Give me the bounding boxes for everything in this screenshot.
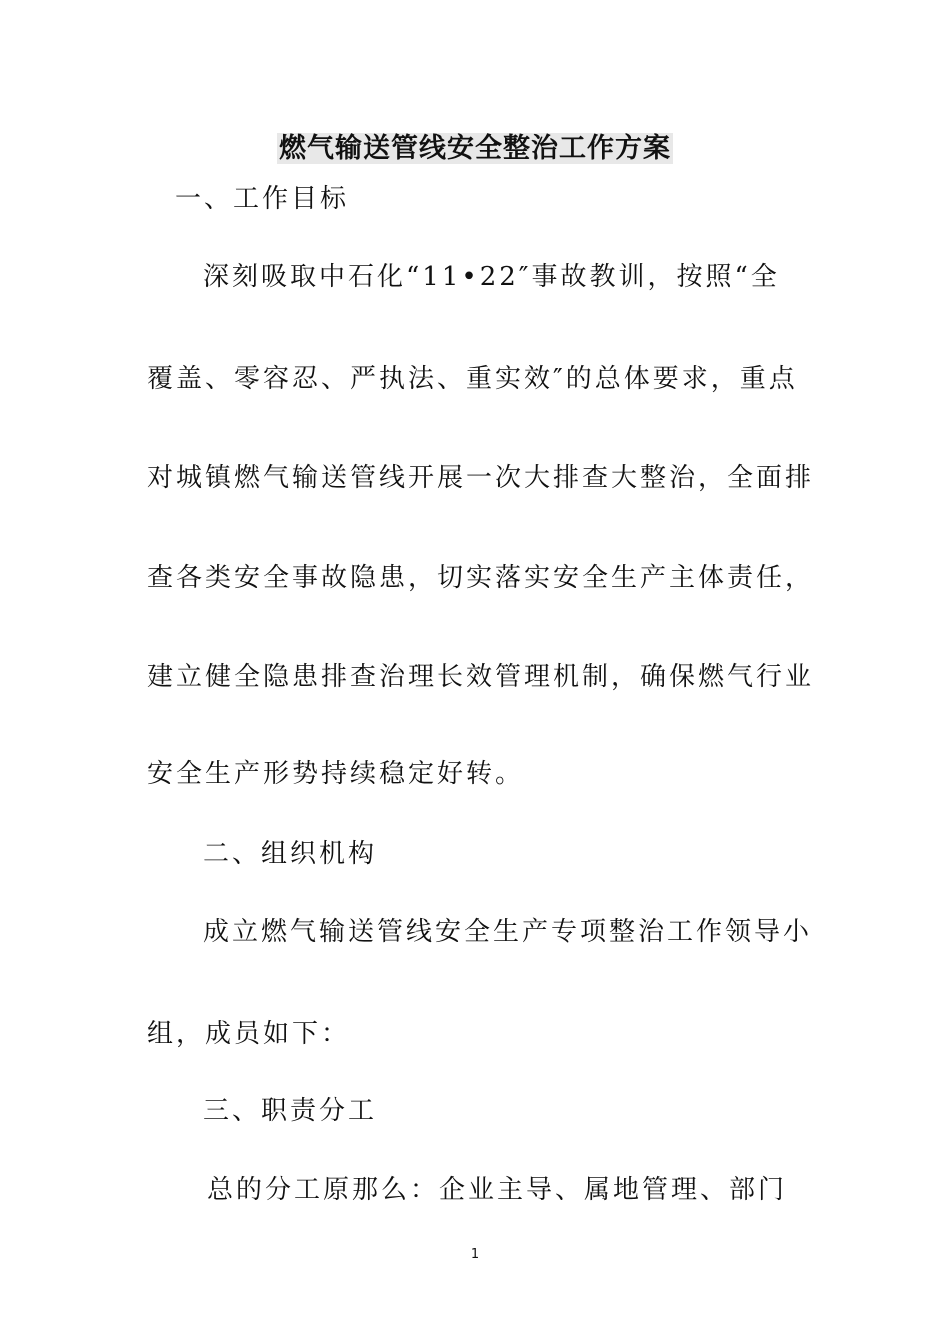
paragraph-line: 成立燃气输送管线安全生产专项整治工作领导小 bbox=[203, 917, 813, 947]
section-heading-organization: 二、组织机构 bbox=[203, 839, 378, 869]
paragraph-line: 对城镇燃气输送管线开展一次大排查大整治，全面排 bbox=[147, 463, 815, 493]
paragraph-line: 深刻吸取中石化“11•22″事故教训，按照“全 bbox=[203, 262, 780, 292]
paragraph-line: 覆盖、零容忍、严执法、重实效″的总体要求，重点 bbox=[147, 364, 798, 394]
page-number: 1 bbox=[470, 1247, 480, 1262]
section-heading-goals: 一、工作目标 bbox=[175, 184, 350, 214]
paragraph-line: 组，成员如下： bbox=[147, 1019, 351, 1049]
paragraph-line: 查各类安全事故隐患，切实落实安全生产主体责任， bbox=[147, 563, 815, 593]
paragraph-line: 安全生产形势持续稳定好转。 bbox=[147, 759, 525, 789]
paragraph-line: 建立健全隐患排查治理长效管理机制，确保燃气行业 bbox=[147, 662, 815, 692]
page-title: 燃气输送管线安全整治工作方案 bbox=[279, 133, 671, 164]
section-heading-responsibilities: 三、职责分工 bbox=[203, 1096, 378, 1126]
paragraph-line: 总的分工原那么：企业主导、属地管理、部门 bbox=[207, 1175, 788, 1205]
